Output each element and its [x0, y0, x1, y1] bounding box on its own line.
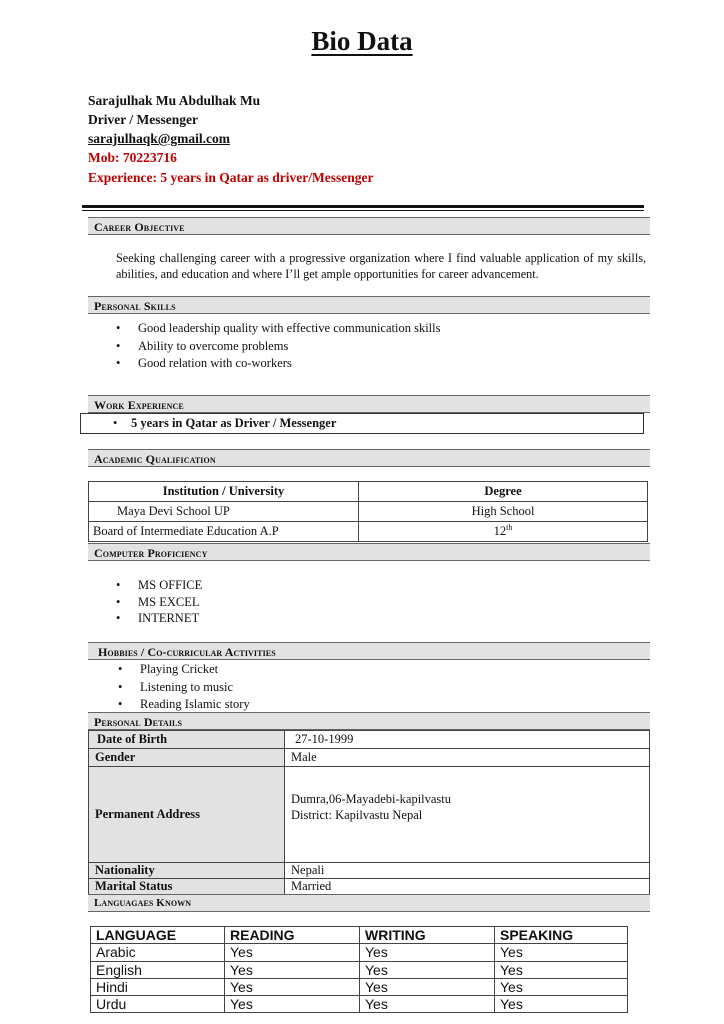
computer-proficiency-list [116, 577, 202, 627]
column-header: LANGUAGE [91, 927, 225, 944]
speaking-cell: Yes [495, 961, 628, 978]
gender-label: Gender [89, 749, 285, 767]
academic-table [88, 481, 648, 542]
section-label: Academic Qualification [94, 452, 216, 466]
list-item: • INTERNET [116, 610, 202, 627]
column-header: READING [225, 927, 360, 944]
speaking-cell: Yes [495, 996, 628, 1013]
personal-skills-list [116, 320, 440, 373]
table-row [91, 978, 628, 995]
degree-cell: High School [359, 502, 648, 522]
reading-cell: Yes [225, 961, 360, 978]
marital-label: Marital Status [89, 879, 285, 895]
column-header: Degree [359, 482, 648, 502]
writing-cell: Yes [360, 996, 495, 1013]
hobbies-list [118, 661, 250, 714]
speaking-cell: Yes [495, 944, 628, 961]
degree-suffix: th [506, 523, 513, 533]
language-cell: Hindi [91, 978, 225, 995]
reading-cell: Yes [225, 996, 360, 1013]
table-row [89, 522, 648, 542]
list-item: • Listening to music [118, 679, 250, 697]
section-personal-details [88, 712, 650, 730]
work-experience-box [80, 413, 644, 434]
institution-cell: Maya Devi School UP [89, 502, 359, 522]
address-line-1: Dumra,06-Mayadebi-kapilvastu [291, 792, 452, 806]
section-label: Career Objective [94, 220, 185, 234]
institution-cell: Board of Intermediate Education A.P [89, 522, 359, 542]
list-item: • Reading Islamic story [118, 696, 250, 714]
writing-cell: Yes [360, 961, 495, 978]
gender-value: Male [285, 749, 650, 767]
section-hobbies [88, 642, 650, 660]
list-item: • Good relation with co-workers [116, 355, 440, 373]
list-item: • Playing Cricket [118, 661, 250, 679]
personal-details-table [88, 730, 650, 895]
candidate-name: Sarajulhak Mu Abdulhak Mu [88, 93, 261, 108]
address-line-2: District: Kapilvastu Nepal [291, 808, 423, 822]
address-value [285, 767, 650, 863]
career-objective-text: Seeking challenging career with a progressive organization where I find valuable application of my skills, abilities, and education and where I’ll get ample opportunities for career advancement. [116, 251, 646, 281]
list-item: • MS OFFICE [116, 577, 202, 594]
nationality-label: Nationality [89, 863, 285, 879]
experience-summary: Experience: 5 years in Qatar as driver/Messenger [88, 170, 374, 185]
table-header-row [91, 927, 628, 944]
column-header: Institution / University [89, 482, 359, 502]
dob-value: 27-10-1999 [285, 731, 650, 749]
table-row [89, 502, 648, 522]
candidate-position: Driver / Messenger [88, 112, 198, 127]
table-row [89, 879, 650, 895]
table-row [89, 731, 650, 749]
section-label: Computer Proficiency [94, 546, 208, 560]
list-item: • Good leadership quality with effective communication skills [116, 320, 440, 338]
section-academic-qualification [88, 449, 650, 467]
languages-table [90, 926, 628, 1013]
table-row [91, 944, 628, 961]
section-label: Hobbies / Co-curricular Activities [98, 645, 276, 659]
writing-cell: Yes [360, 978, 495, 995]
reading-cell: Yes [225, 978, 360, 995]
writing-cell: Yes [360, 944, 495, 961]
table-row [91, 961, 628, 978]
section-label: Languagaes Known [94, 897, 192, 909]
section-languages-known [88, 894, 650, 912]
section-label: Work Experience [94, 398, 184, 412]
language-cell: English [91, 961, 225, 978]
mobile-number: Mob: 70223716 [88, 150, 177, 165]
address-label: Permanent Address [89, 767, 285, 863]
nationality-value: Nepali [285, 863, 650, 879]
list-item: • 5 years in Qatar as Driver / Messenger [131, 416, 336, 431]
page-title-text: Bio Data [311, 26, 413, 56]
table-row [89, 863, 650, 879]
table-row [89, 749, 650, 767]
marital-value: Married [285, 879, 650, 895]
list-item: • Ability to overcome problems [116, 338, 440, 356]
section-label: Personal Skills [94, 299, 176, 313]
degree-cell [359, 522, 648, 542]
section-label: Personal Details [94, 715, 183, 729]
reading-cell: Yes [225, 944, 360, 961]
degree-value: 12 [493, 524, 507, 539]
column-header: WRITING [360, 927, 495, 944]
table-row [89, 767, 650, 863]
column-header: SPEAKING [495, 927, 628, 944]
section-career-objective [88, 217, 650, 235]
language-cell: Arabic [91, 944, 225, 961]
language-cell: Urdu [91, 996, 225, 1013]
dob-label: Date of Birth [89, 731, 285, 749]
section-personal-skills [88, 296, 650, 314]
list-item: • MS EXCEL [116, 594, 202, 611]
section-work-experience [88, 395, 650, 413]
table-row [91, 996, 628, 1013]
table-header-row [89, 482, 648, 502]
email-link[interactable]: sarajulhaqk@gmail.com [88, 131, 230, 146]
header-divider-thin [82, 210, 644, 211]
section-computer-proficiency [88, 543, 650, 561]
page-title [0, 26, 724, 57]
header-divider-thick [82, 205, 644, 208]
speaking-cell: Yes [495, 978, 628, 995]
